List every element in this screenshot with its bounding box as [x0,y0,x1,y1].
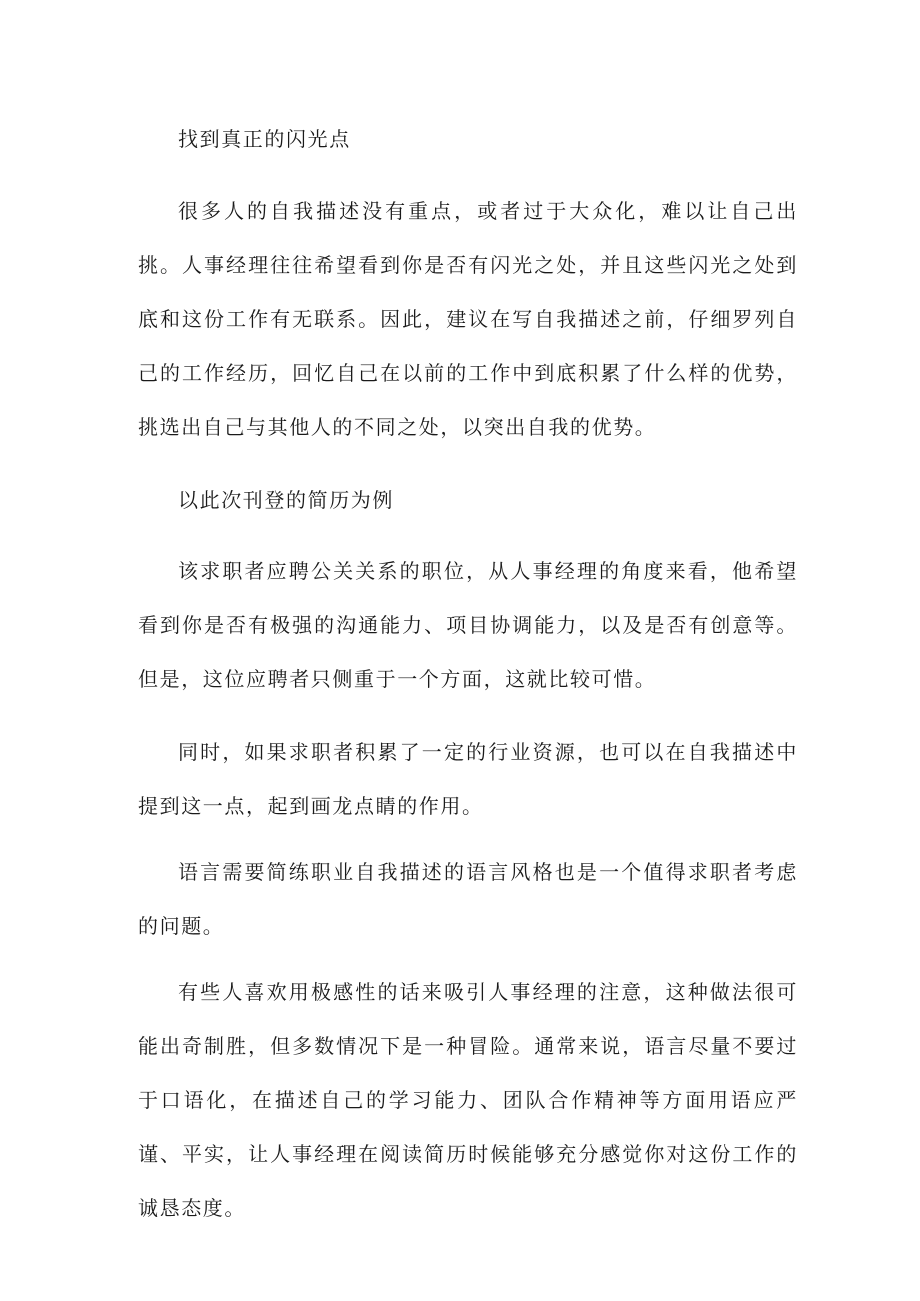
paragraph-self-description: 很多人的自我描述没有重点，或者过于大众化，难以让自己出挑。人事经理往往希望看到你是否有闪光之处，并且这些闪光之处到底和这份工作有无联系。因此，建议在写自我描述之前，仔细罗列自己的工作经历，回忆自己在以前的工作中到底积累了什么样的优势，挑选出自己与其他人的不同之处，以突出自我的优势。 [138,199,798,439]
paragraph-pr-position: 该求职者应聘公关关系的职位，从人事经理的角度来看，他希望看到你是否有极强的沟通能力、项目协调能力，以及是否有创意等。但是，这位应聘者只侧重于一个方面，这就比较可惜。 [138,559,798,691]
paragraph-language-style: 语言需要简练职业自我描述的语言风格也是一个值得求职者考虑的问题。 [138,860,798,938]
paragraph-industry-resources: 同时，如果求职者积累了一定的行业资源，也可以在自我描述中提到这一点，起到画龙点睛的作用。 [138,740,798,818]
section-heading-highlight: 找到真正的闪光点 [178,127,351,151]
section-heading-example: 以此次刊登的简历为例 [178,488,394,512]
paragraph-language-advice: 有些人喜欢用极感性的话来吸引人事经理的注意，这种做法很可能出奇制胜，但多数情况下是一种冒险。通常来说，语言尽量不要过于口语化，在描述自己的学习能力、团队合作精神等方面用语应严谨、平实，让人事经理在阅读简历时候能够充分感觉你对这份工作的诚恳态度。 [138,980,798,1220]
